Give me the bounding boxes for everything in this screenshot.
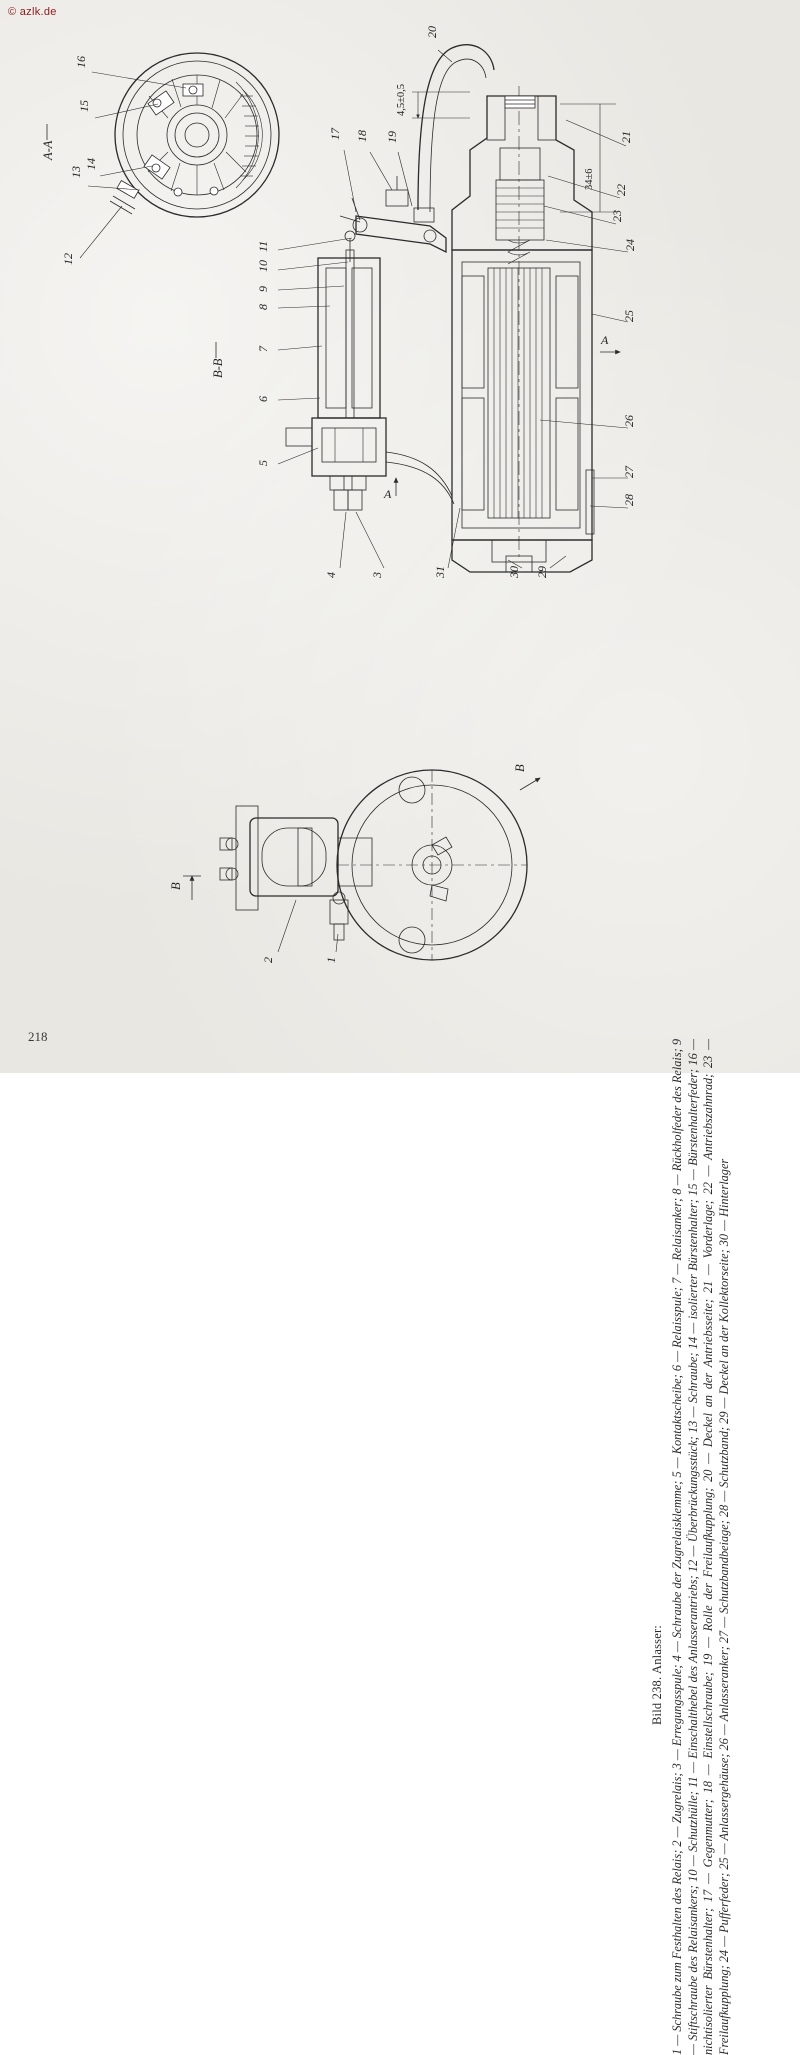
callout-1: 1 — [324, 957, 338, 963]
callout-7: 7 — [256, 346, 270, 352]
callout-17: 17 — [328, 128, 342, 140]
figure-caption-body: 1 — Schraube zum Festhalten des Relais; 2 — Zugrelais; 3 — Erregungsspule; 4 — Schraube der Zugrelaisklemme; 5 — Kontaktscheibe; 6 — Relaisspule; 7 — Relaisanker; 8 — Rückholfeder des Relais; 9 — Stiftschraube des Relaisankers; 10 — Schutzhülle; 11 — Einschalthebel des Anlasserantriebs; 12 — Überbrückungsstück; 13 — Schraube; 14 — isolierter Bürstenhalter; 15 — Bürstenhalterfeder; 16 — nichtisolierter Bürstenhalter; 17 — Gegenmutter; 18 — Einstellschraube; 19 — Rolle der Freilaufkupplung; 20 — Deckel an der Antriebsseite; 21 — Vorderlage; 22 — Antriebszahnrad; 23 — Freilaufkupplung; 24 — Pufferfeder; 25 — Anlassergehäuse; 26 — Anlasseranker; 27 — Schutzbandbeiage; 28 — Schutzband; 29 — Deckel an der Kollektorseite; 30 — Hinterlager — [670, 1039, 732, 2055]
callout-16: 16 — [74, 56, 88, 68]
watermark: © azlk.de — [8, 6, 57, 18]
callout-6: 6 — [256, 396, 270, 402]
callout-13: 13 — [69, 166, 83, 178]
section-b-b-label: B-B — [211, 358, 225, 378]
callout-12: 12 — [61, 253, 75, 265]
callout-14: 14 — [84, 158, 98, 170]
section-a-a-label: A-A — [41, 140, 55, 160]
dimension-gear-travel — [396, 84, 470, 118]
callout-20: 20 — [425, 26, 439, 38]
callout-9: 9 — [256, 286, 270, 292]
leader-lines — [80, 50, 628, 952]
callout-22: 22 — [614, 184, 628, 196]
callout-29: 29 — [535, 566, 549, 578]
view-arrow-b-right-label: B — [513, 764, 527, 772]
callout-2: 2 — [261, 957, 275, 963]
view-arrow-b-left-label: B — [169, 882, 183, 890]
callout-23: 23 — [610, 210, 624, 222]
section-a-a-view — [41, 53, 279, 217]
view-arrow-b-left — [169, 876, 201, 900]
figure-caption-title: Bild 238. Anlasser: — [650, 1625, 664, 1725]
dimension-contact-gap — [560, 104, 616, 212]
callout-24: 24 — [623, 239, 637, 251]
callout-31: 31 — [433, 566, 447, 578]
callout-10: 10 — [256, 260, 270, 272]
callout-27: 27 — [622, 466, 636, 478]
callout-25: 25 — [622, 310, 636, 322]
callout-21: 21 — [619, 131, 633, 143]
callout-30: 30 — [507, 566, 521, 578]
callout-3: 3 — [370, 572, 384, 578]
svg-text:4,5±0,5: 4,5±0,5 — [396, 83, 407, 116]
callout-18: 18 — [355, 130, 369, 142]
section-arrow-a-upper — [600, 333, 620, 352]
section-arrow-a-lower-label: A — [384, 487, 392, 501]
callout-11: 11 — [256, 240, 270, 252]
view-arrow-b-right — [513, 764, 540, 790]
svg-text:34±6: 34±6 — [584, 168, 595, 190]
callout-28: 28 — [622, 494, 636, 506]
callout-4: 4 — [324, 572, 338, 578]
section-b-b-view — [211, 45, 620, 572]
callout-19: 19 — [385, 131, 399, 143]
section-arrow-a-lower — [383, 478, 396, 501]
callout-26: 26 — [622, 415, 636, 427]
external-view — [169, 764, 540, 960]
section-arrow-a-upper-label: A — [601, 333, 609, 347]
page-number: 218 — [28, 1029, 48, 1044]
callout-5: 5 — [256, 460, 270, 466]
callout-8: 8 — [256, 304, 270, 310]
figure-caption — [650, 1035, 800, 2055]
callout-15: 15 — [77, 100, 91, 112]
